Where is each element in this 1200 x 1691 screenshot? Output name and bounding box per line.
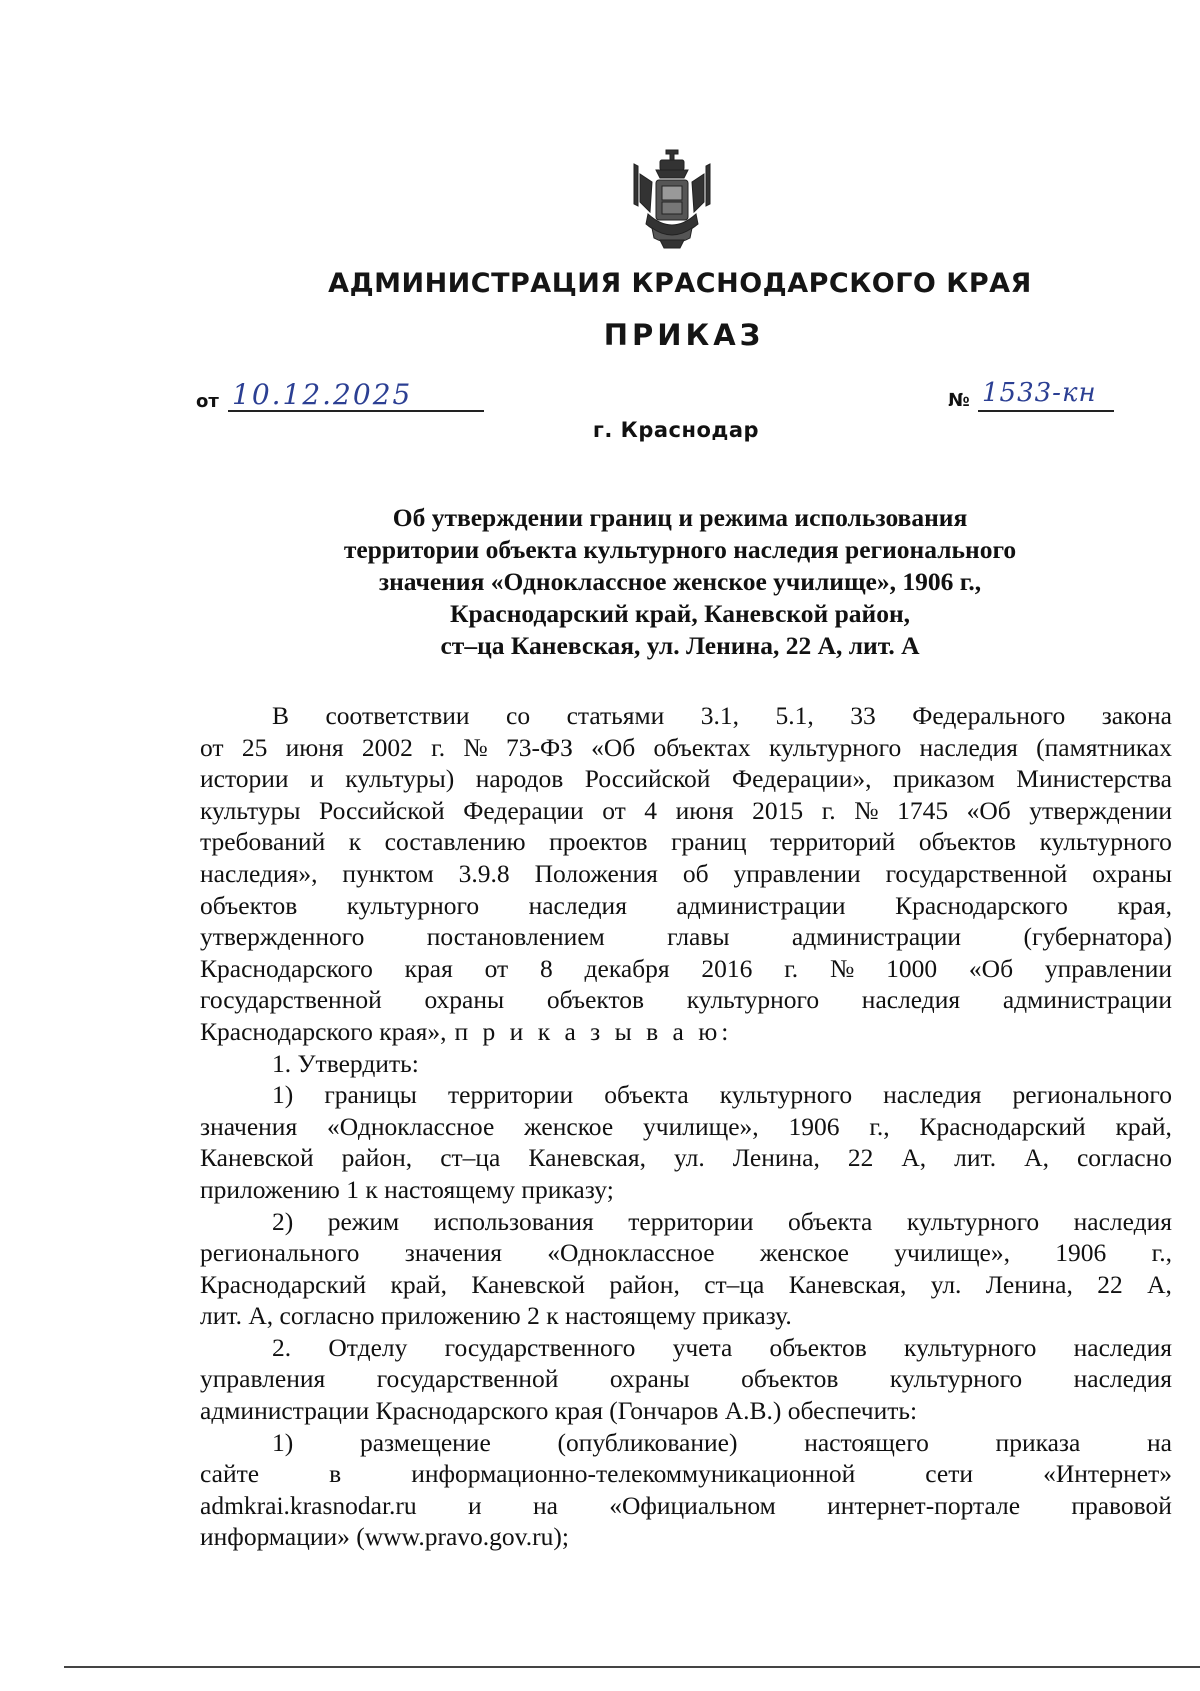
word: июня (675, 795, 734, 825)
word: от (602, 795, 626, 825)
word: 1906 (788, 1111, 840, 1141)
word: Ленина, (985, 1269, 1073, 1299)
word: объектов (200, 890, 298, 920)
handwritten-date: 10.12.2025 (232, 378, 413, 411)
word: Российской (319, 795, 445, 825)
word: admkrai.krasnodar.ru (200, 1490, 417, 1520)
word: государственной (200, 985, 382, 1015)
word: регионального (1012, 1080, 1172, 1110)
word: «Одноклассное (547, 1238, 715, 1268)
word: наследия (861, 985, 961, 1015)
word: «Официальном (609, 1490, 776, 1520)
word: управления (200, 1364, 326, 1394)
word: ул. (674, 1143, 705, 1173)
word: от (200, 732, 224, 762)
word: на (532, 1490, 558, 1520)
word: администрации (791, 922, 962, 952)
word: управлении (1044, 953, 1172, 983)
word: приказа (995, 1427, 1081, 1457)
word: 1000 (886, 953, 938, 983)
word: А, (1147, 1269, 1172, 1299)
body-line-text: информации» (www.pravo.gov.ru); (200, 1522, 569, 1552)
title-line: территории объекта культурного наследия регионального (343, 535, 1017, 564)
coat-of-arms-icon (630, 144, 714, 256)
word: наследия (528, 890, 627, 920)
word: в (329, 1459, 342, 1489)
word: постановлением (426, 922, 605, 952)
body-line (200, 1458, 1172, 1490)
word: А, (1024, 1143, 1049, 1173)
body-line-text: Краснодарского края», (200, 1016, 447, 1046)
number-label: № (948, 390, 970, 411)
word: государственной (376, 1364, 559, 1394)
word: от (484, 953, 509, 983)
body-line-text: лит. А, согласно приложению 2 к настоящему приказу. (200, 1301, 792, 1331)
city-name: г. Краснодар (592, 418, 760, 442)
title-line: значения «Одноклассное женское училище», 1906 г., (378, 567, 982, 596)
word: края (404, 953, 453, 983)
word: Федерального (912, 701, 1066, 730)
word: г. (821, 795, 836, 825)
word: Положения (534, 858, 658, 888)
word: информационно-телекоммуникационной (411, 1459, 856, 1489)
word: 1745 (897, 795, 949, 825)
word: территории (447, 1080, 574, 1110)
word: об (682, 858, 709, 888)
word: государственного (444, 1332, 636, 1362)
body-line (200, 1016, 1172, 1048)
body-line (200, 1395, 1172, 1427)
word: декабря (584, 953, 670, 983)
word: (памятниках (1036, 732, 1172, 762)
word: 2. (272, 1332, 292, 1362)
body-line (200, 953, 1172, 985)
word: Федерации», (731, 764, 872, 794)
title-line: ст–ца Каневская, ул. Ленина, 22 А, лит. А (440, 631, 920, 660)
word: «Об (968, 953, 1014, 983)
document-type: ПРИКАЗ (603, 318, 765, 352)
word: 2016 (701, 953, 753, 983)
word: 8 (539, 953, 553, 983)
body-line (200, 1111, 1172, 1143)
word: Ленина, (732, 1143, 820, 1173)
word: закона (1101, 701, 1172, 730)
order-verb: п р и к а з ы в а ю: (454, 1016, 733, 1046)
word: Российской (584, 764, 711, 794)
word: край, (1115, 1111, 1172, 1141)
word: № (463, 732, 488, 762)
word: женское (524, 1111, 614, 1141)
word: Министерства (1016, 764, 1172, 794)
word: настоящего (804, 1427, 929, 1457)
word: к (348, 827, 362, 857)
word: объекта (604, 1080, 689, 1110)
number-underline (978, 410, 1114, 412)
body-line (200, 1048, 1172, 1080)
body-line (200, 826, 1172, 858)
word: сети (925, 1459, 974, 1489)
word: ул. (930, 1269, 962, 1299)
word: объектов (546, 985, 645, 1015)
word: охраны (424, 985, 505, 1015)
body-line (200, 921, 1172, 953)
word: главы (667, 922, 730, 952)
body-line (200, 1521, 1172, 1553)
word: район, (341, 1143, 413, 1173)
word: народов (475, 764, 564, 794)
body-line (200, 795, 1172, 827)
word: 3.1, (700, 701, 740, 730)
word: Краснодарский (919, 1111, 1086, 1141)
word: территории (628, 1206, 754, 1236)
word: культурного (906, 1206, 1040, 1236)
word: «Одноклассное (327, 1111, 495, 1141)
word: культурного (889, 1364, 1023, 1394)
word: культурного (719, 1080, 853, 1110)
word: регионального (200, 1238, 360, 1268)
word: наследия (1073, 1332, 1172, 1362)
word: культуры) (345, 764, 455, 794)
body-line (200, 1332, 1172, 1364)
word: администрации (1002, 985, 1172, 1015)
word: № (829, 953, 855, 983)
word: охраны (609, 1364, 690, 1394)
word: администрации (676, 890, 846, 920)
word: приказом (893, 764, 995, 794)
word: Краснодарский (200, 1269, 367, 1299)
body-line (200, 700, 1172, 732)
word: наследия (1073, 1364, 1172, 1394)
word: «Об (966, 795, 1011, 825)
body-line (200, 984, 1172, 1016)
word: 2002 (361, 732, 413, 762)
word: (губернатора) (1023, 922, 1172, 952)
word: наследия (919, 732, 1018, 762)
word: значения (404, 1238, 502, 1268)
word: Федерации (463, 795, 584, 825)
word: Каневской (200, 1143, 314, 1173)
word: 25 (241, 732, 268, 762)
word: г. (431, 732, 446, 762)
word: Каневской (471, 1269, 585, 1299)
body-line-text: администрации Краснодарского края (Гончаров А.В.) обеспечить: (200, 1396, 918, 1426)
word: объектов (918, 827, 1017, 857)
word: пунктом (342, 858, 434, 888)
word: со (506, 701, 531, 730)
document-title (250, 502, 1110, 662)
word: 5.1, (775, 701, 814, 730)
body-line (200, 1174, 1172, 1206)
word: Краснодарского (200, 953, 373, 983)
word: культурного (1039, 827, 1172, 857)
word: район, (609, 1269, 680, 1299)
body-line (200, 763, 1172, 795)
word: Каневская, (788, 1269, 907, 1299)
word: и (467, 1490, 482, 1520)
word: утвержденного (200, 922, 365, 952)
word: значения (200, 1111, 298, 1141)
body-line (200, 1237, 1172, 1269)
word: культурного (904, 1332, 1037, 1362)
body-line (200, 1142, 1172, 1174)
word: и (310, 764, 324, 794)
word: В (272, 701, 290, 730)
word: утверждении (1029, 795, 1172, 825)
body-line (200, 1269, 1172, 1301)
body-line (200, 1206, 1172, 1238)
word: территорий (770, 827, 896, 857)
word: 73-ФЗ (505, 732, 573, 762)
body-line (200, 732, 1172, 764)
date-underline (228, 410, 484, 412)
word: сайте (200, 1459, 260, 1489)
word: (опубликование) (557, 1427, 738, 1457)
word: культурного (768, 732, 902, 762)
word: истории (200, 764, 289, 794)
word: наследия (883, 1080, 982, 1110)
body-line (200, 890, 1172, 922)
body-line (200, 1490, 1172, 1522)
body-line (200, 1363, 1172, 1395)
word: требований (200, 827, 326, 857)
body-line (200, 1300, 1172, 1332)
body-line (200, 1427, 1172, 1459)
word: 2) (272, 1206, 294, 1236)
word: объектов (741, 1364, 839, 1394)
word: культурного (686, 985, 820, 1015)
title-line: Об утверждении границ и режима использования (392, 503, 968, 532)
word: наследия», (200, 858, 318, 888)
word: г., (1151, 1238, 1172, 1268)
word: «Об (591, 732, 636, 762)
word: женское (759, 1238, 849, 1268)
date-field (196, 378, 484, 414)
bottom-rule (64, 1666, 1200, 1668)
word: № (854, 795, 879, 825)
word: границ (671, 827, 747, 857)
word: Отделу (328, 1332, 408, 1362)
word: 3.9.8 (458, 858, 510, 888)
word: края, (1117, 890, 1172, 920)
word: ст–ца (704, 1269, 765, 1299)
word: «Интернет» (1043, 1459, 1172, 1489)
word: объекта (787, 1206, 873, 1236)
word: 33 (850, 701, 876, 730)
word: использования (433, 1206, 594, 1236)
word: культуры (200, 795, 301, 825)
word: 1) (272, 1427, 294, 1457)
body-line-text: приложению 1 к настоящему приказу; (200, 1174, 614, 1204)
title-line: Краснодарский край, Каневской район, (449, 599, 911, 628)
body-line-text: 1. Утвердить: (272, 1048, 419, 1078)
word: соответствии (325, 701, 470, 730)
word: границы (324, 1080, 417, 1110)
word: режим (327, 1206, 400, 1236)
word: объектов (769, 1332, 867, 1362)
word: управлении (733, 858, 861, 888)
word: ст–ца (440, 1143, 501, 1173)
word: 4 (644, 795, 658, 825)
word: 2015 (752, 795, 804, 825)
document-body (200, 700, 1172, 1553)
word: училище», (643, 1111, 759, 1141)
word: учета (672, 1332, 733, 1362)
word: государственной (885, 858, 1068, 888)
word: 1906 (1055, 1238, 1107, 1268)
word: культурного (346, 890, 480, 920)
organization-name: АДМИНИСТРАЦИЯ КРАСНОДАРСКОГО КРАЯ (328, 268, 1032, 299)
word: размещение (359, 1427, 491, 1457)
word: г. (784, 953, 799, 983)
word: наследия (1073, 1206, 1172, 1236)
number-field (948, 378, 1148, 414)
word: 22 (847, 1143, 874, 1173)
word: июня (285, 732, 344, 762)
word: 22 (1097, 1269, 1123, 1299)
word: училище», (894, 1238, 1010, 1268)
word: объектах (653, 732, 751, 762)
word: лит. (954, 1143, 997, 1173)
word: Каневская, (528, 1143, 646, 1173)
word: статьями (566, 701, 665, 730)
word: А, (901, 1143, 927, 1173)
word: на (1147, 1427, 1172, 1457)
word: край, (390, 1269, 447, 1299)
word: Краснодарского (895, 890, 1068, 920)
word: составлению (384, 827, 526, 857)
word: г., (869, 1111, 890, 1141)
date-label: от (196, 391, 219, 412)
body-line (200, 1079, 1172, 1111)
handwritten-number: 1533-кн (982, 378, 1097, 408)
word: охраны (1092, 858, 1172, 888)
body-line (200, 858, 1172, 890)
word: правовой (1071, 1490, 1172, 1520)
word: интернет-портале (827, 1490, 1021, 1520)
word: согласно (1076, 1143, 1172, 1173)
word: проектов (549, 827, 648, 857)
word: 1) (272, 1080, 294, 1110)
